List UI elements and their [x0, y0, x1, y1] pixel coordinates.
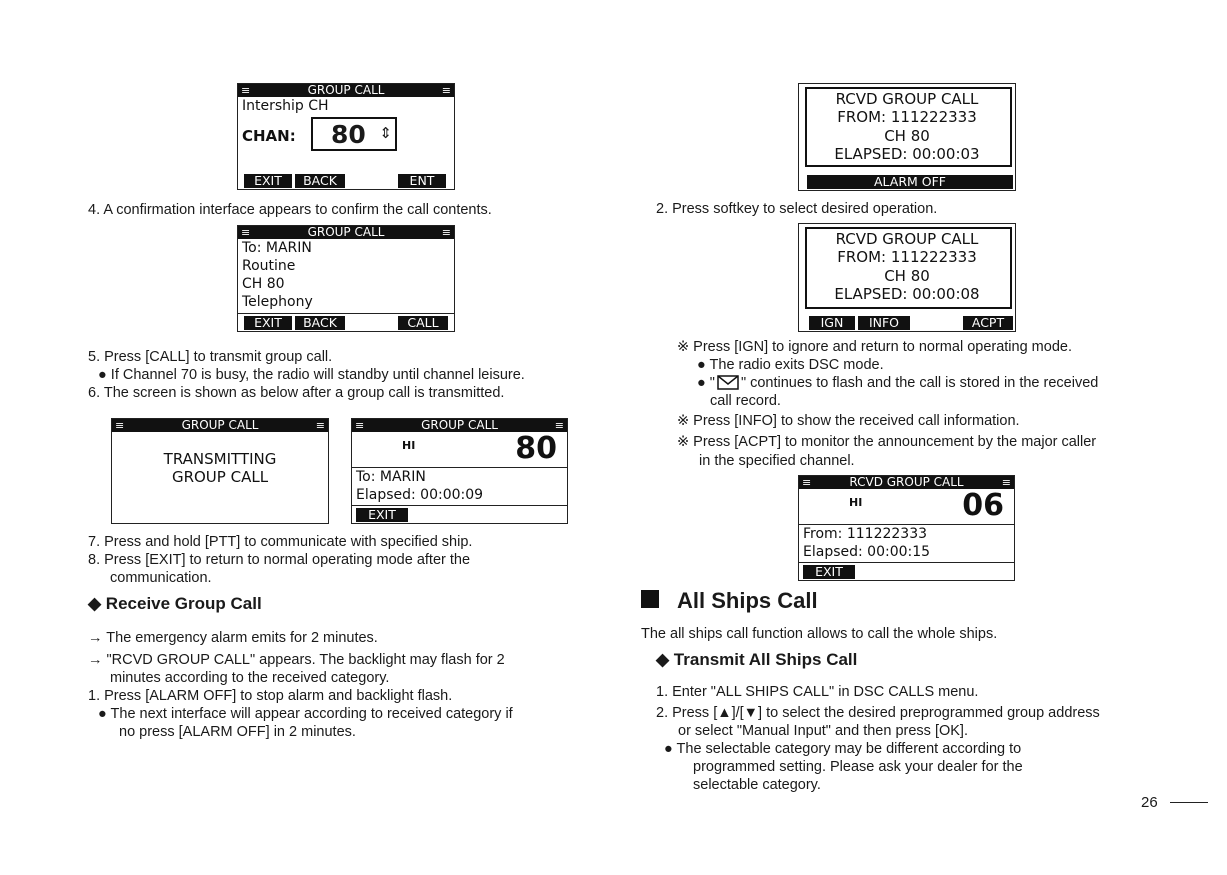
lcd-line: FROM: 111222333 — [837, 248, 977, 266]
lcd-line: Elapsed: 00:00:09 — [356, 487, 484, 503]
note-info: ※ Press [INFO] to show the received call information. — [677, 413, 1020, 429]
lcd-line: RCVD GROUP CALL — [835, 230, 979, 248]
menu-icon: ≡ — [802, 476, 812, 489]
menu-icon: ≡ — [554, 419, 564, 432]
menu-icon: ≡ — [355, 419, 365, 432]
lcd-title: GROUP CALL — [307, 83, 385, 97]
arrow-rcvd-cont: minutes according to the received category. — [110, 670, 390, 686]
power-hi-indicator: HI — [849, 496, 863, 509]
lcd-line: CH 80 — [884, 127, 930, 145]
softkey-ent: ENT — [398, 174, 446, 188]
menu-icon: ≡ — [315, 419, 325, 432]
note-ign-bullet-2-cont: call record. — [710, 393, 781, 409]
power-hi-indicator: HI — [402, 439, 416, 452]
lcd-title: RCVD GROUP CALL — [849, 475, 964, 489]
lcd-title-bar — [238, 84, 454, 97]
channel-number: 06 — [962, 488, 1004, 523]
note-ign-bullet-1: ● The radio exits DSC mode. — [697, 357, 884, 373]
softkey-exit: EXIT — [244, 174, 292, 188]
lcd-line: To: MARIN — [356, 469, 426, 485]
softkey-ign: IGN — [809, 316, 855, 330]
receive-group-call-heading: ◆ Receive Group Call — [88, 594, 262, 613]
chan-box — [311, 117, 397, 151]
softkey-exit: EXIT — [244, 316, 292, 330]
menu-icon: ≡ — [241, 226, 251, 239]
transmit-step-2-cont: or select "Manual Input" and then press [OK]. — [678, 723, 968, 739]
bullet-text: ● " — [697, 375, 715, 391]
lcd-line: From: 111222333 — [803, 526, 928, 542]
lcd-title: GROUP CALL — [307, 225, 385, 239]
step-1-alarm-off: 1. Press [ALARM OFF] to stop alarm and backlight flash. — [88, 688, 453, 704]
lcd-screen-transmitting — [111, 418, 329, 524]
lcd-line: ELAPSED: 00:00:08 — [834, 285, 980, 303]
bullet-next-interface-cont: no press [ALARM OFF] in 2 minutes. — [119, 724, 356, 740]
bullet-text: " continues to flash and the call is stored in the received — [740, 375, 1099, 391]
all-ships-call-heading: All Ships Call — [677, 588, 818, 613]
all-ships-description: The all ships call function allows to call the whole ships. — [641, 626, 998, 642]
lcd-line: TRANSMITTING — [163, 450, 277, 468]
softkey-back: BACK — [295, 174, 345, 188]
menu-icon: ≡ — [441, 226, 451, 239]
chan-value: 80 — [331, 120, 366, 149]
transmit-step-1: 1. Enter "ALL SHIPS CALL" in DSC CALLS menu. — [656, 684, 979, 700]
note-acpt: ※ Press [ACPT] to monitor the announcement by the major caller — [677, 434, 1097, 450]
lcd-line: Routine — [242, 258, 296, 274]
arrow-rcvd: → "RCVD GROUP CALL" appears. The backlight may flash for 2 — [88, 652, 505, 668]
step-8: 8. Press [EXIT] to return to normal operating mode after the — [88, 552, 471, 568]
lcd-screen-chan-select — [237, 83, 455, 190]
softkey-call: CALL — [398, 316, 448, 330]
lcd-title: GROUP CALL — [421, 418, 498, 432]
lcd-title-bar — [112, 419, 328, 432]
square-bullet-icon — [641, 590, 659, 608]
note-ign: ※ Press [IGN] to ignore and return to normal operating mode. — [677, 339, 1072, 355]
arrow-alarm: → The emergency alarm emits for 2 minutes. — [88, 630, 378, 646]
page-number: 26 — [1141, 794, 1158, 811]
lcd-line: To: MARIN — [242, 240, 312, 256]
step-8-cont: communication. — [110, 570, 212, 586]
transmit-step-2: 2. Press [▲]/[▼] to select the desired preprogrammed group address — [656, 705, 1100, 721]
menu-icon: ≡ — [441, 84, 451, 97]
lcd-screen-transmitted — [351, 418, 568, 524]
lcd-title: GROUP CALL — [181, 418, 259, 432]
softkey-info: INFO — [858, 316, 910, 330]
softkey-back: BACK — [295, 316, 345, 330]
transmit-all-ships-heading: ◆ Transmit All Ships Call — [656, 650, 858, 669]
lcd-screen-rcvd-alarm — [798, 83, 1016, 191]
step-6: 6. The screen is shown as below after a group call is transmitted. — [88, 385, 505, 401]
lcd-line: RCVD GROUP CALL — [835, 90, 979, 108]
softkey-exit: EXIT — [356, 508, 408, 522]
step-4: 4. A confirmation interface appears to confirm the call contents. — [88, 202, 492, 218]
chan-label: CHAN: — [242, 127, 296, 145]
menu-icon: ≡ — [115, 419, 125, 432]
lcd-screen-rcvd-accepted — [798, 475, 1015, 581]
note-acpt-cont: in the specified channel. — [699, 453, 855, 469]
menu-icon: ≡ — [241, 84, 251, 97]
step-5: 5. Press [CALL] to transmit group call. — [88, 349, 333, 365]
lcd-line: GROUP CALL — [171, 468, 269, 486]
transmit-bullet-cont-1: programmed setting. Please ask your dealer for the — [693, 759, 1023, 775]
up-down-arrow-icon: ⇕ — [379, 124, 392, 142]
transmit-bullet: ● The selectable category may be different according to — [664, 741, 1022, 757]
step-7: 7. Press and hold [PTT] to communicate with specified ship. — [88, 534, 473, 550]
lcd-line: CH 80 — [884, 267, 930, 285]
lcd-line: Intership CH — [242, 98, 329, 114]
lcd-line: ELAPSED: 00:00:03 — [834, 145, 980, 163]
channel-number: 80 — [515, 431, 557, 466]
softkey-exit: EXIT — [803, 565, 855, 579]
page-number-rule — [1170, 802, 1208, 803]
transmit-bullet-cont-2: selectable category. — [693, 777, 821, 793]
lcd-line: FROM: 111222333 — [837, 108, 977, 126]
bullet-next-interface: ● The next interface will appear according to received category if — [98, 706, 513, 722]
softkey-acpt: ACPT — [963, 316, 1013, 330]
bullet-busy: ● If Channel 70 is busy, the radio will standby until channel leisure. — [98, 367, 525, 383]
menu-icon: ≡ — [1001, 476, 1011, 489]
lcd-line: Elapsed: 00:00:15 — [803, 544, 931, 560]
lcd-title-bar — [238, 226, 454, 239]
softkey-alarm-off: ALARM OFF — [807, 175, 1013, 189]
lcd-line: CH 80 — [242, 276, 285, 292]
lcd-screen-rcvd-softkeys — [798, 223, 1016, 332]
step-2: 2. Press softkey to select desired operation. — [656, 201, 938, 217]
lcd-line: Telephony — [242, 294, 313, 310]
lcd-screen-confirm — [237, 225, 455, 332]
